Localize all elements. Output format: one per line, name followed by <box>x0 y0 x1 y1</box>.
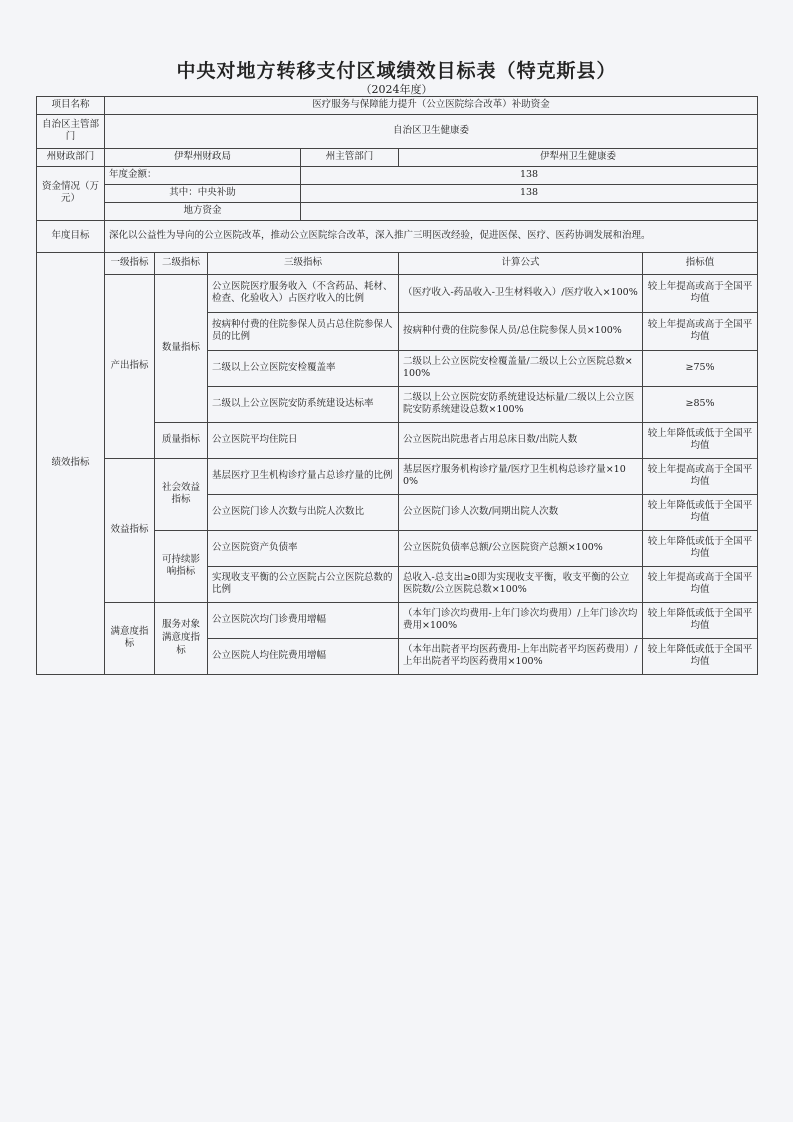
page-subtitle: （2024年度） <box>360 83 433 96</box>
quality-indicator-label: 质量指标 <box>155 422 208 458</box>
central-label: 其中：中央补助 <box>105 184 301 202</box>
indicator-name: 实现收支平衡的公立医院占公立医院总数的比例 <box>208 566 399 602</box>
header-value: 指标值 <box>643 252 758 274</box>
funds-local-row <box>37 202 758 220</box>
indicator-formula: 基层医疗服务机构诊疗量/医疗卫生机构总诊疗量×100% <box>399 458 643 494</box>
indicator-value: 较上年降低或低于全国平均值 <box>643 530 758 566</box>
table-row <box>37 458 758 494</box>
indicator-value: 较上年提高或高于全国平均值 <box>643 566 758 602</box>
social-indicator-label: 社会效益指标 <box>155 458 208 530</box>
indicator-name: 二级以上公立医院安检覆盖率 <box>208 350 399 386</box>
project-label: 项目名称 <box>37 97 105 115</box>
indicator-value: 较上年降低或低于全国平均值 <box>643 494 758 530</box>
performance-table <box>36 96 758 675</box>
funds-label: 资金情况（万元） <box>37 166 105 220</box>
annual-value: 138 <box>301 166 758 184</box>
indicator-formula: 二级以上公立医院安防系统建设达标量/二级以上公立医院安防系统建设总数×100% <box>399 386 643 422</box>
header-level3: 三级指标 <box>208 252 399 274</box>
local-value <box>301 202 758 220</box>
indicator-group-label: 绩效指标 <box>37 252 105 674</box>
header-formula: 计算公式 <box>399 252 643 274</box>
indicator-name: 公立医院资产负债率 <box>208 530 399 566</box>
indicator-name: 公立医院门诊人次数与出院人次数比 <box>208 494 399 530</box>
funds-central-row <box>37 184 758 202</box>
indicator-value: 较上年降低或低于全国平均值 <box>643 638 758 674</box>
indicator-name: 公立医院平均住院日 <box>208 422 399 458</box>
indicator-name: 公立医院人均住院费用增幅 <box>208 638 399 674</box>
indicator-formula: 总收入-总支出≥0即为实现收支平衡，收支平衡的公立医院数/公立医院总数×100% <box>399 566 643 602</box>
indicator-value: 较上年提高或高于全国平均值 <box>643 312 758 350</box>
finance-label: 州财政部门 <box>37 148 105 166</box>
indicator-name: 按病种付费的住院参保人员占总住院参保人员的比例 <box>208 312 399 350</box>
indicator-formula: 按病种付费的住院参保人员/总住院参保人员×100% <box>399 312 643 350</box>
project-value: 医疗服务与保障能力提升（公立医院综合改革）补助资金 <box>105 97 758 115</box>
indicator-name: 基层医疗卫生机构诊疗量占总诊疗量的比例 <box>208 458 399 494</box>
indicator-formula: （本年门诊次均费用-上年门诊次均费用）/上年门诊次均费用×100% <box>399 602 643 638</box>
indicator-value: 较上年提高或高于全国平均值 <box>643 458 758 494</box>
funds-annual-row <box>37 166 758 184</box>
dept-value: 自治区卫生健康委 <box>105 114 758 148</box>
indicator-name: 公立医院医疗服务收入（不含药品、耗材、检查、化验收入）占医疗收入的比例 <box>208 274 399 312</box>
satisfaction-indicator-label: 满意度指标 <box>105 602 155 674</box>
local-label: 地方资金 <box>105 202 301 220</box>
header-level2: 二级指标 <box>155 252 208 274</box>
indicator-value: 较上年降低或低于全国平均值 <box>643 422 758 458</box>
service-indicator-label: 服务对象满意度指标 <box>155 602 208 674</box>
finance-value: 伊犁州财政局 <box>105 148 301 166</box>
indicator-formula: 二级以上公立医院安检覆盖量/二级以上公立医院总数×100% <box>399 350 643 386</box>
table-row <box>37 602 758 638</box>
quantity-indicator-label: 数量指标 <box>155 274 208 422</box>
header-level1: 一级指标 <box>105 252 155 274</box>
table-row <box>37 274 758 312</box>
indicator-value: ≥75% <box>643 350 758 386</box>
project-row <box>37 97 758 115</box>
indicator-name: 二级以上公立医院安防系统建设达标率 <box>208 386 399 422</box>
state-dept-label: 州主管部门 <box>301 148 399 166</box>
state-dept-value: 伊犁州卫生健康委 <box>399 148 758 166</box>
finance-row <box>37 148 758 166</box>
indicator-value: 较上年降低或低于全国平均值 <box>643 602 758 638</box>
indicator-formula: 公立医院门诊人次数/同期出院人次数 <box>399 494 643 530</box>
goal-label: 年度目标 <box>37 220 105 252</box>
indicator-formula: 公立医院负债率总额/公立医院资产总额×100% <box>399 530 643 566</box>
annual-label: 年度金额： <box>105 166 301 184</box>
indicator-formula: （医疗收入-药品收入-卫生材料收入）/医疗收入×100% <box>399 274 643 312</box>
dept-row <box>37 114 758 148</box>
page-title: 中央对地方转移支付区域绩效目标表（特克斯县） <box>176 60 617 82</box>
central-value: 138 <box>301 184 758 202</box>
indicator-name: 公立医院次均门诊费用增幅 <box>208 602 399 638</box>
goal-value: 深化以公益性为导向的公立医院改革，推动公立医院综合改革，深入推广三明医改经验，促进医保、医疗、医药协调发展和治理。 <box>105 220 758 252</box>
indicator-value: ≥85% <box>643 386 758 422</box>
indicator-header-row <box>37 252 758 274</box>
effect-indicator-label: 效益指标 <box>105 458 155 602</box>
indicator-value: 较上年提高或高于全国平均值 <box>643 274 758 312</box>
indicator-formula: 公立医院出院患者占用总床日数/出院人数 <box>399 422 643 458</box>
goal-row <box>37 220 758 252</box>
sustain-indicator-label: 可持续影响指标 <box>155 530 208 602</box>
dept-label: 自治区主管部门 <box>37 114 105 148</box>
output-indicator-label: 产出指标 <box>105 274 155 458</box>
indicator-formula: （本年出院者平均医药费用-上年出院者平均医药费用）/上年出院者平均医药费用×100% <box>399 638 643 674</box>
